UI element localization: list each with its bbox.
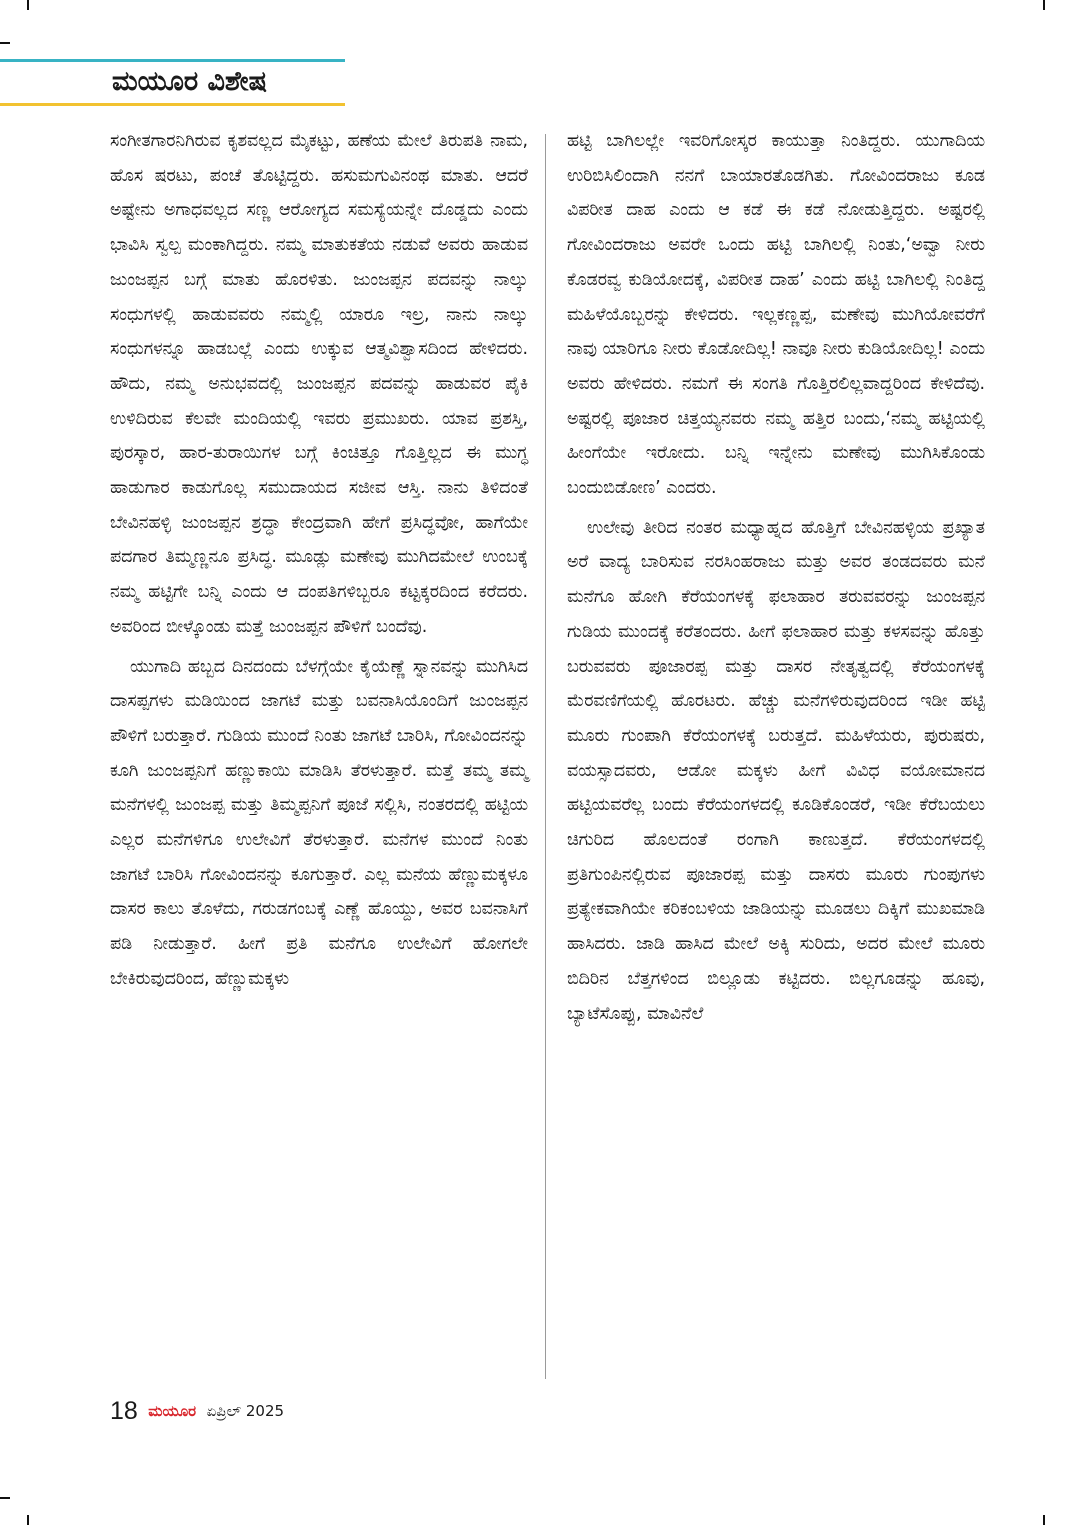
crop-mark-top-left-side xyxy=(0,42,10,44)
magazine-logo: ಮಯೂರ xyxy=(148,1402,197,1420)
article-column-right xyxy=(567,124,985,1031)
crop-mark-bottom-left xyxy=(27,1515,29,1525)
page-number: 18 xyxy=(110,1397,138,1425)
crop-mark-top-right xyxy=(1043,0,1045,10)
article-paragraph: ಹಟ್ಟಿ ಬಾಗಿಲಲ್ಲೇ ಇವರಿಗೋಸ್ಕರ ಕಾಯುತ್ತಾ ನಿಂತಿದ್ದರು. ಯುಗಾದಿಯ ಉರಿಬಿಸಿಲಿಂದಾಗಿ ನನಗೆ ಬಾಯಾರತೊಡಗಿತು. ಗೋವಿಂದರಾಜು ಕೂಡ ವಿಪರೀತ ದಾಹ ಎಂದು ಆ ಕಡೆ ಈ ಕಡೆ ನೋಡುತ್ತಿದ್ದರು. ಅಷ್ಟರಲ್ಲಿ ಗೋವಿಂದರಾಜು ಅವರೇ ಒಂದು ಹಟ್ಟಿ ಬಾಗಿಲಲ್ಲಿ ನಿಂತು,‘ಅವ್ವಾ ನೀರು ಕೊಡರವ್ವ ಕುಡಿಯೋದಕ್ಕೆ, ವಿಪರೀತ ದಾಹ’ ಎಂದು ಹಟ್ಟಿ ಬಾಗಿಲಲ್ಲಿ ನಿಂತಿದ್ದ ಮಹಿಳೆಯೊಬ್ಬರನ್ನು ಕೇಳಿದರು. ಇಲ್ಲಕಣ್ಣಪ್ಪ, ಮಣೇವು ಮುಗಿಯೋವರೆಗೆ ನಾವು ಯಾರಿಗೂ ನೀರು ಕೊಡೋದಿಲ್ಲ! ನಾವೂ ನೀರು ಕುಡಿಯೋದಿಲ್ಲ! ಎಂದು ಅವರು ಹೇಳಿದರು. ನಮಗೆ ಈ ಸಂಗತಿ ಗೊತ್ತಿರಲಿಲ್ಲವಾದ್ದರಿಂದ ಕೇಳಿದೆವು. ಅಷ್ಟರಲ್ಲಿ ಪೂಜಾರ ಚಿತ್ತಯ್ಯನವರು ನಮ್ಮ ಹತ್ತಿರ ಬಂದು,‘ನಮ್ಮ ಹಟ್ಟಿಯಲ್ಲಿ ಹೀಂಗೆಯೇ ಇರೋದು. ಬನ್ನಿ ಇನ್ನೇನು ಮಣೇವು ಮುಗಿಸಿಕೊಂಡು ಬಂದುಬಿಡೋಣ’ ಎಂದರು. xyxy=(567,131,985,499)
column-divider xyxy=(545,134,546,1379)
header-rule-bottom xyxy=(0,103,345,106)
crop-mark-bottom-right xyxy=(1043,1515,1045,1525)
page-footer xyxy=(110,1394,284,1428)
article-paragraph: ಸಂಗೀತಗಾರನಿಗಿರುವ ಕೃಶವಲ್ಲದ ಮೈಕಟ್ಟು, ಹಣೆಯ ಮೇಲೆ ತಿರುಪತಿ ನಾಮ, ಹೊಸ ಷರಟು, ಪಂಚೆ ತೊಟ್ಟಿದ್ದರು. ಹಸುಮಗುವಿನಂಥ ಮಾತು. ಆದರೆ ಅಷ್ಟೇನು ಅಗಾಧವಲ್ಲದ ಸಣ್ಣ ಆರೋಗ್ಯದ ಸಮಸ್ಯೆಯನ್ನೇ ದೊಡ್ಡದು ಎಂದು ಭಾವಿಸಿ ಸ್ವಲ್ಪ ಮಂಕಾಗಿದ್ದರು. ನಮ್ಮ ಮಾತುಕತೆಯ ನಡುವೆ ಅವರು ಹಾಡುವ ಜುಂಜಪ್ಪನ ಬಗ್ಗೆ ಮಾತು ಹೊರಳಿತು. ಜುಂಜಪ್ಪನ ಪದವನ್ನು ನಾಲ್ಕು ಸಂಧುಗಳಲ್ಲಿ ಹಾಡುವವರು ನಮ್ಮಲ್ಲಿ ಯಾರೂ ಇಲ್ರ, ನಾನು ನಾಲ್ಕು ಸಂಧುಗಳನ್ನೂ ಹಾಡಬಲ್ಲೆ ಎಂದು ಉಕ್ಕುವ ಆತ್ಮವಿಶ್ವಾಸದಿಂದ ಹೇಳಿದರು. ಹೌದು, ನಮ್ಮ ಅನುಭವದಲ್ಲಿ ಜುಂಜಪ್ಪನ ಪದವನ್ನು ಹಾಡುವರ ಪೈಕಿ ಉಳಿದಿರುವ ಕೆಲವೇ ಮಂದಿಯಲ್ಲಿ ಇವರು ಪ್ರಮುಖರು. ಯಾವ ಪ್ರಶಸ್ತಿ, ಪುರಸ್ಕಾರ, ಹಾರ-ತುರಾಯಿಗಳ ಬಗ್ಗೆ ಕಿಂಚಿತ್ತೂ ಗೊತ್ತಿಲ್ಲದ ಈ ಮುಗ್ಧ ಹಾಡುಗಾರ ಕಾಡುಗೊಲ್ಲ ಸಮುದಾಯದ ಸಜೀವ ಆಸ್ತಿ. ನಾನು ತಿಳಿದಂತೆ ಬೇವಿನಹಳ್ಳಿ ಜುಂಜಪ್ಪನ ಶ್ರದ್ಧಾ ಕೇಂದ್ರವಾಗಿ ಹೇಗೆ ಪ್ರಸಿದ್ಧವೋ, ಹಾಗೆಯೇ ಪದಗಾರ ತಿಮ್ಮಣ್ಣನೂ ಪ್ರಸಿದ್ಧ. ಮೂಡ್ಲು ಮಣೇವು ಮುಗಿದಮೇಲೆ ಉಂಬಕ್ಕೆ ನಮ್ಮ ಹಟ್ಟಿಗೇ ಬನ್ನಿ ಎಂದು ಆ ದಂಪತಿಗಳಿಬ್ಬರೂ ಕಟ್ಟಕ್ಕರದಿಂದ ಕರೆದರು. ಅವರಿಂದ ಬೀಳ್ಕೊಂಡು ಮತ್ತೆ ಜುಂಜಪ್ಪನ ಪೌಳಿಗೆ ಬಂದೆವು. xyxy=(110,131,528,637)
article-paragraph: ಉಲೇವು ತೀರಿದ ನಂತರ ಮಧ್ಯಾಹ್ನದ ಹೊತ್ತಿಗೆ ಬೇವಿನಹಳ್ಳಿಯ ಪ್ರಖ್ಯಾತ ಅರೆ ವಾದ್ಯ ಬಾರಿಸುವ ನರಸಿಂಹರಾಜು ಮತ್ತು ಅವರ ತಂಡದವರು ಮನೆ ಮನೆಗೂ ಹೋಗಿ ಕೆರೆಯಂಗಳಕ್ಕೆ ಫಲಾಹಾರ ತರುವವರನ್ನು ಜುಂಜಪ್ಪನ ಗುಡಿಯ ಮುಂದಕ್ಕೆ ಕರೆತಂದರು. ಹೀಗೆ ಫಲಾಹಾರ ಮತ್ತು ಕಳಸವನ್ನು ಹೊತ್ತು ಬರುವವರು ಪೂಜಾರಪ್ಪ ಮತ್ತು ದಾಸರ ನೇತೃತ್ವದಲ್ಲಿ ಕೆರೆಯಂಗಳಕ್ಕೆ ಮೆರವಣಿಗೆಯಲ್ಲಿ ಹೊರಟರು. ಹೆಚ್ಚು ಮನೆಗಳಿರುವುದರಿಂದ ಇಡೀ ಹಟ್ಟಿ ಮೂರು ಗುಂಪಾಗಿ ಕೆರೆಯಂಗಳಕ್ಕೆ ಬರುತ್ತದೆ. ಮಹಿಳೆಯರು, ಪುರುಷರು, ವಯಸ್ಸಾದವರು, ಆಡೋ ಮಕ್ಕಳು ಹೀಗೆ ವಿವಿಧ ವಯೋಮಾನದ ಹಟ್ಟಿಯವರೆಲ್ಲ ಬಂದು ಕೆರೆಯಂಗಳದಲ್ಲಿ ಕೂಡಿಕೊಂಡರೆ, ಇಡೀ ಕೆರೆಬಯಲು ಚಿಗುರಿದ ಹೊಲದಂತೆ ರಂಗಾಗಿ ಕಾಣುತ್ತದೆ. ಕೆರೆಯಂಗಳದಲ್ಲಿ ಪ್ರತಿಗುಂಪಿನಲ್ಲಿರುವ ಪೂಜಾರಪ್ಪ ಮತ್ತು ದಾಸರು ಮೂರು ಗುಂಪುಗಳು ಪ್ರತ್ಯೇಕವಾಗಿಯೇ ಕರಿಕಂಬಳಿಯ ಜಾಡಿಯನ್ನು ಮೂಡಲು ದಿಕ್ಕಿಗೆ ಮುಖಮಾಡಿ ಹಾಸಿದರು. ಜಾಡಿ ಹಾಸಿದ ಮೇಲೆ ಅಕ್ಕಿ ಸುರಿದು, ಅದರ ಮೇಲೆ ಮೂರು ಬಿದಿರಿನ ಬೆತ್ತಗಳಿಂದ ಬಿಲ್ಲೂಡು ಕಟ್ಟಿದರು. ಬಿಲ್ಲಗೂಡನ್ನು ಹೂವು, ಬ್ಯಾಟೆಸೊಪ್ಪು, ಮಾವಿನೆಲೆ xyxy=(567,517,985,1024)
issue-date: ಏಪ್ರಿಲ್ 2025 xyxy=(206,1402,285,1420)
crop-mark-top-left xyxy=(27,0,29,10)
article-column-left xyxy=(110,124,528,997)
article-paragraph: ಯುಗಾದಿ ಹಬ್ಬದ ದಿನದಂದು ಬೆಳಗ್ಗೆಯೇ ಕೈಯೆಣ್ಣೆ ಸ್ನಾನವನ್ನು ಮುಗಿಸಿದ ದಾಸಪ್ಪಗಳು ಮಡಿಯಿಂದ ಜಾಗಟೆ ಮತ್ತು ಬವನಾಸಿಯೊಂದಿಗೆ ಜುಂಜಪ್ಪನ ಪೌಳಿಗೆ ಬರುತ್ತಾರೆ. ಗುಡಿಯ ಮುಂದೆ ನಿಂತು ಜಾಗಟೆ ಬಾರಿಸಿ, ಗೋವಿಂದನನ್ನು ಕೂಗಿ ಜುಂಜಪ್ಪನಿಗೆ ಹಣ್ಣುಕಾಯಿ ಮಾಡಿಸಿ ತೆರಳುತ್ತಾರೆ. ಮತ್ತೆ ತಮ್ಮ ತಮ್ಮ ಮನೆಗಳಲ್ಲಿ ಜುಂಜಪ್ಪ ಮತ್ತು ತಿಮ್ಮಪ್ಪನಿಗೆ ಪೂಜೆ ಸಲ್ಲಿಸಿ, ನಂತರದಲ್ಲಿ ಹಟ್ಟಿಯ ಎಲ್ಲರ ಮನೆಗಳಿಗೂ ಉಲೇವಿಗೆ ತೆರಳುತ್ತಾರೆ. ಮನೆಗಳ ಮುಂದೆ ನಿಂತು ಜಾಗಟೆ ಬಾರಿಸಿ ಗೋವಿಂದನನ್ನು ಕೂಗುತ್ತಾರೆ. ಎಲ್ಲ ಮನೆಯ ಹೆಣ್ಣುಮಕ್ಕಳೂ ದಾಸರ ಕಾಲು ತೊಳೆದು, ಗರುಡಗಂಬಕ್ಕೆ ಎಣ್ಣೆ ಹೊಯ್ದು, ಅವರ ಬವನಾಸಿಗೆ ಪಡಿ ನೀಡುತ್ತಾರೆ. ಹೀಗೆ ಪ್ರತಿ ಮನೆಗೂ ಉಲೇವಿಗೆ ಹೋಗಲೇ ಬೇಕಿರುವುದರಿಂದ, ಹೆಣ್ಣುಮಕ್ಕಳು xyxy=(110,656,528,989)
section-title: ಮಯೂರ ವಿಶೇಷ xyxy=(112,66,267,97)
crop-mark-bottom-left-side xyxy=(0,1497,10,1499)
